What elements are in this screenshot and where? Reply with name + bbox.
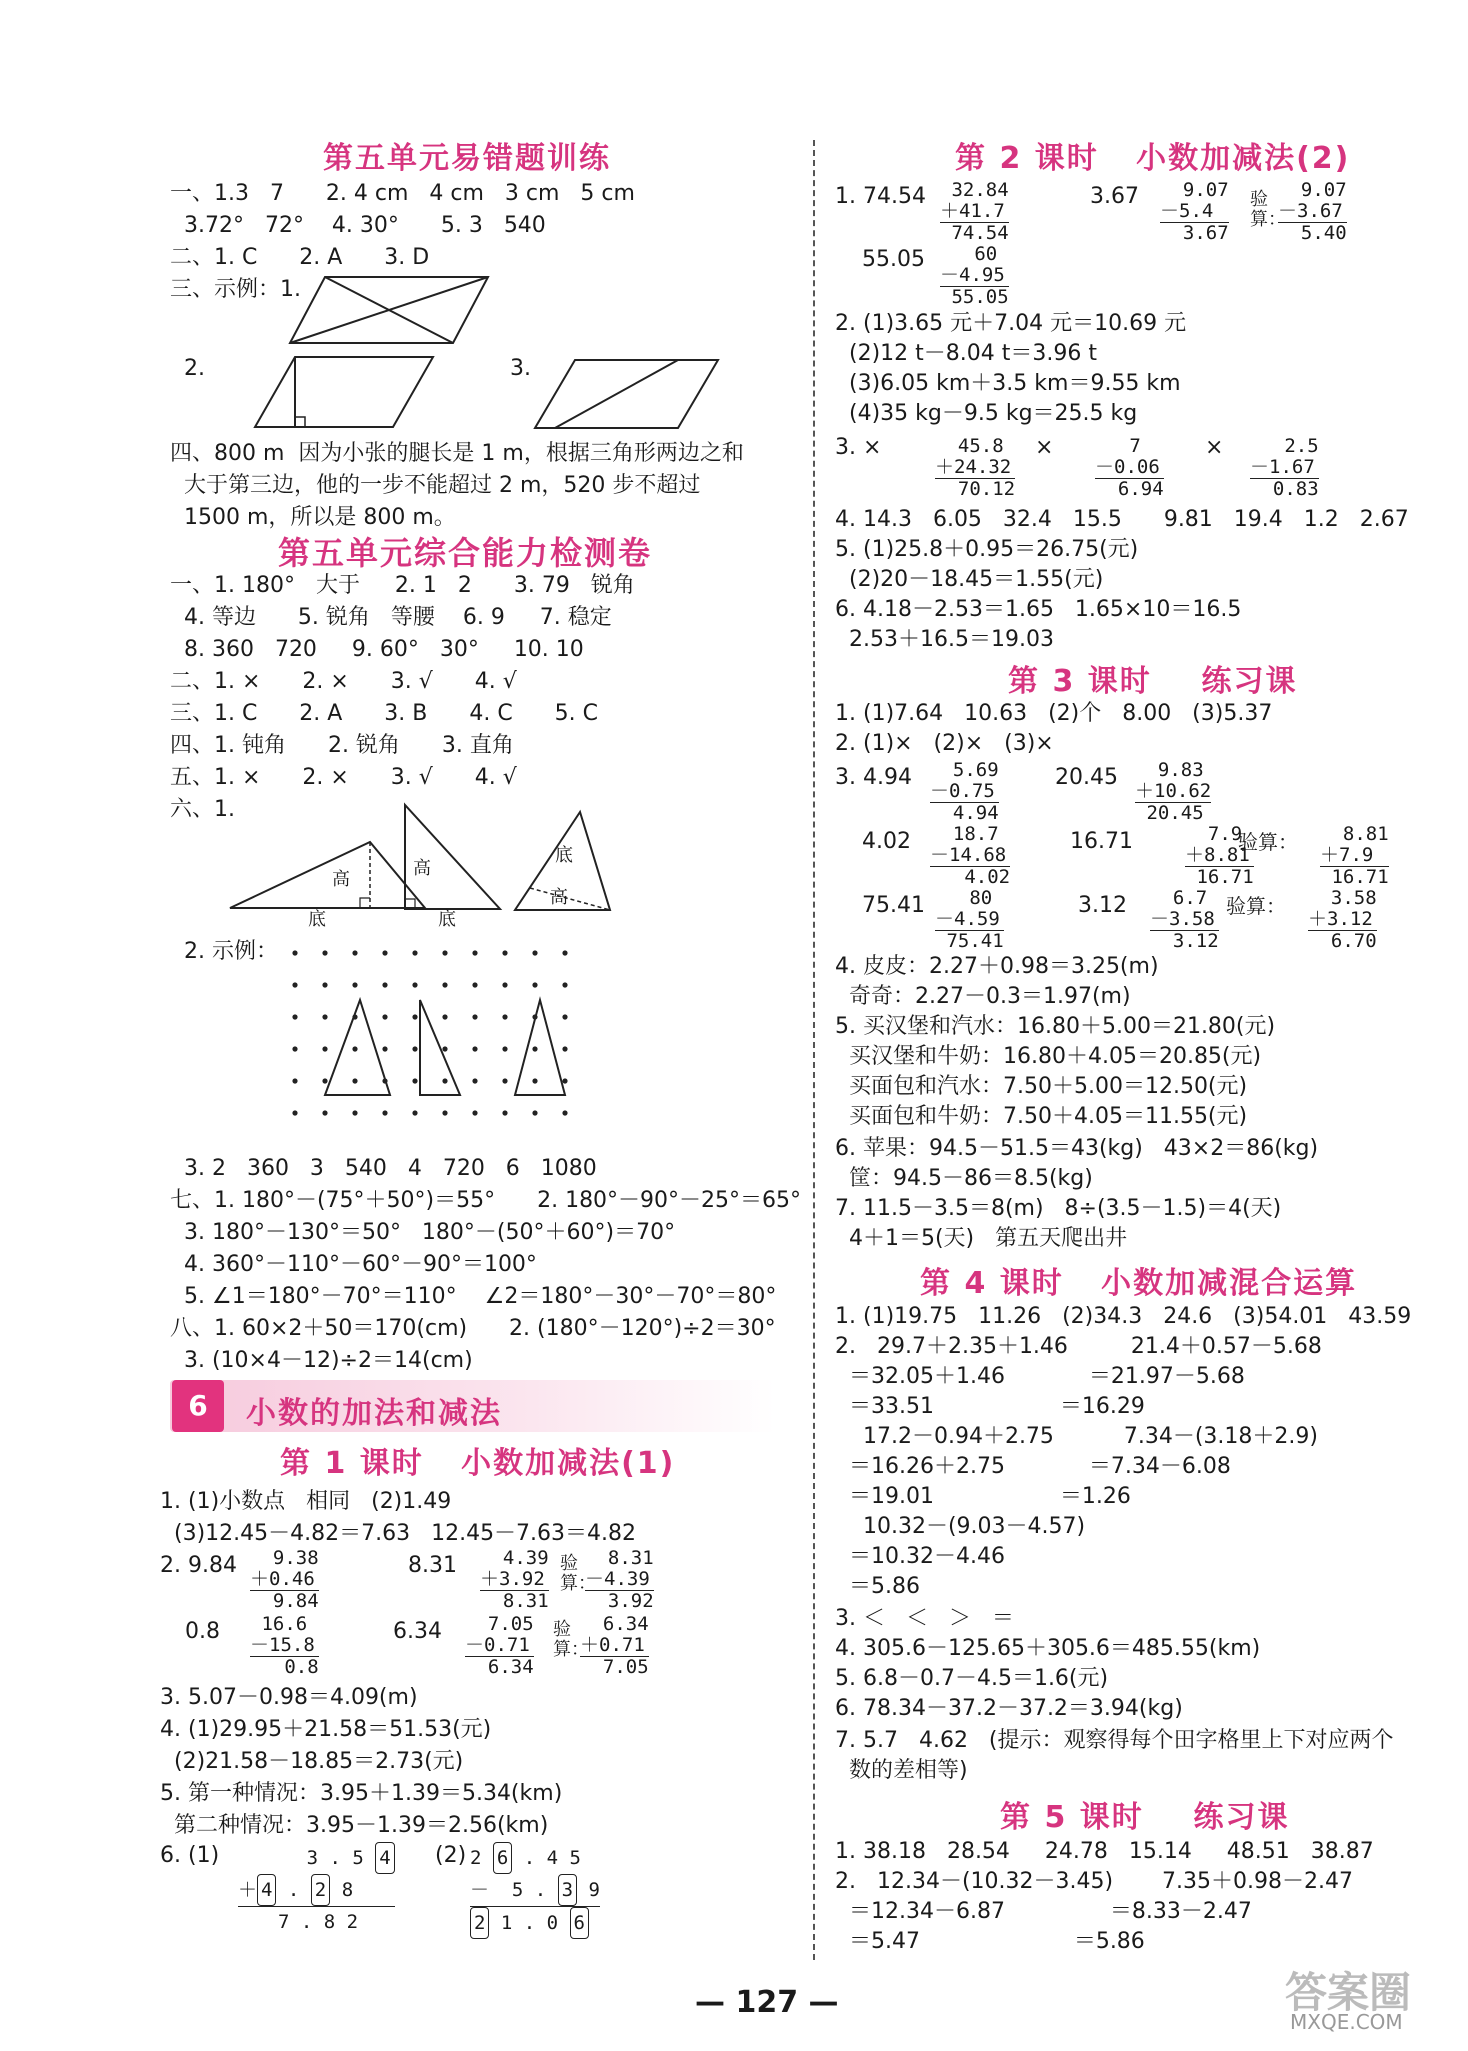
grid-dot	[292, 1046, 297, 1051]
answer-line: 一、1. 180° 大于 2. 1 2 3. 79 锐角	[170, 573, 635, 598]
height-label: 高	[332, 869, 350, 890]
digit-puzzle-1: 3 . 5 4 ＋ 4 . 2 8 7 . 8 2	[238, 1842, 395, 1937]
section-heading-r3: 第 4 课时 小数加减混合运算	[920, 1266, 1358, 1301]
answer-line: ＝5.86	[835, 1574, 920, 1599]
vertical-calc: 9.83 ＋10.62 20.45	[1135, 759, 1212, 824]
grid-dot	[442, 982, 447, 987]
answer-line: 一、1.3 7 2. 4 cm 4 cm 3 cm 5 cm	[170, 181, 635, 206]
parallelogram-diagonals-figure	[290, 275, 490, 345]
height-label: 高	[550, 887, 568, 908]
answer-line: 4.02	[862, 829, 911, 854]
grid-dot	[532, 1046, 537, 1051]
grid-dot	[562, 982, 567, 987]
answer-line: 6. 苹果：94.5－51.5＝43(kg) 43×2＝86(kg)	[835, 1136, 1319, 1161]
vertical-calc: 7 －0.06 6.94	[1095, 435, 1164, 500]
answer-line: 2. 12.34－(10.32－3.45) 7.35＋0.98－2.47	[835, 1869, 1353, 1894]
grid-dot	[382, 1046, 387, 1051]
vertical-calc: 60 －4.95 55.05	[940, 243, 1009, 308]
vertical-calc: 32.84 ＋41.7 74.54	[940, 179, 1009, 244]
answer-line: 2. 示例：	[170, 939, 278, 964]
vertical-calc: 6.34 ＋0.71 7.05	[580, 1613, 649, 1678]
grid-dot	[442, 1014, 447, 1019]
grid-dot	[292, 1110, 297, 1115]
answer-line: 四、1. 钝角 2. 锐角 3. 直角	[170, 733, 514, 758]
answer-line: 七、1. 180°－(75°＋50°)＝55° 2. 180°－90°－25°＝65°	[170, 1188, 802, 1213]
answer-line: (3)6.05 km＋3.5 km＝9.55 km	[835, 371, 1181, 396]
answer-line: ×	[1035, 435, 1054, 460]
vertical-calc: 45.8 ＋24.32 70.12	[935, 435, 1016, 500]
grid-dot	[562, 1046, 567, 1051]
watermark-url: MXQE.COM	[1290, 2010, 1403, 2034]
check-label: 验 算：	[553, 1619, 589, 1660]
answer-line: 2. (1)3.65 元＋7.04 元＝10.69 元	[835, 311, 1187, 336]
answer-line: 3. 4.94	[835, 765, 912, 790]
answer-line: 筐：94.5－86＝8.5(kg)	[835, 1166, 1093, 1191]
watermark-logo: 答案圈	[1285, 1968, 1412, 2017]
section-heading-2: 第五单元综合能力检测卷	[278, 534, 653, 572]
vertical-calc: 8.31 －4.39 3.92	[585, 1547, 654, 1612]
base-label: 底	[555, 845, 573, 866]
vertical-calc: 2.5 －1.67 0.83	[1250, 435, 1319, 500]
answer-line: 5. (1)25.8＋0.95＝26.75(元)	[835, 537, 1139, 562]
answer-line: 4＋1＝5(天) 第五天爬出井	[835, 1226, 1128, 1251]
answer-line: 3. 2 360 3 540 4 720 6 1080	[170, 1156, 597, 1181]
answer-line: 3. 180°－130°＝50° 180°－(50°＋60°)＝70°	[170, 1220, 676, 1245]
digit-puzzle-2: 2 6 . 4 5 － 5 . 3 9 2 1 . 0 6	[470, 1842, 600, 1939]
grid-dot	[502, 1110, 507, 1115]
answer-line: 1. 38.18 28.54 24.78 15.14 48.51 38.87	[835, 1839, 1374, 1864]
answer-line: 四、800 m 因为小张的腿长是 1 m，根据三角形两边之和	[170, 441, 744, 466]
grid-dot	[502, 1046, 507, 1051]
grid-dot	[532, 1110, 537, 1115]
grid-dot	[382, 950, 387, 955]
answer-line: 7. 11.5－3.5＝8(m) 8÷(3.5－1.5)＝4(天)	[835, 1196, 1282, 1221]
answer-line: (2)12 t－8.04 t＝3.96 t	[835, 341, 1097, 366]
answer-line: 4. 皮皮：2.27＋0.98＝3.25(m)	[835, 954, 1159, 979]
answer-line: 3. ＜ ＜ ＞ ＝	[835, 1606, 1014, 1631]
grid-dot	[382, 1110, 387, 1115]
check-label: 验算：	[1238, 830, 1298, 854]
grid-dot	[472, 950, 477, 955]
grid-dot	[322, 950, 327, 955]
answer-line: 2.	[170, 356, 205, 381]
answer-line: ＝19.01 ＝1.26	[835, 1484, 1131, 1509]
answer-line: 3.72° 72° 4. 30° 5. 3 540	[170, 213, 546, 238]
answer-line: (2)	[435, 1843, 467, 1868]
grid-dot	[532, 982, 537, 987]
answer-line: 买面包和牛奶：7.50＋4.05＝11.55(元)	[835, 1104, 1248, 1129]
grid-dot	[322, 1014, 327, 1019]
answer-line: ＝10.32－4.46	[835, 1544, 1005, 1569]
answer-line: 1. (1)7.64 10.63 (2)个 8.00 (3)5.37	[835, 701, 1273, 726]
vertical-calc: 16.6 －15.8 0.8	[250, 1613, 319, 1678]
vertical-calc: 7.9 ＋8.81 16.71	[1185, 823, 1254, 888]
vertical-calc: 5.69 －0.75 4.94	[930, 759, 999, 824]
answer-line: 7. 5.7 4.62 (提示：观察得每个田字格里上下对应两个	[835, 1728, 1394, 1753]
answer-line: 6. 78.34－37.2－37.2＝3.94(kg)	[835, 1696, 1183, 1721]
check-label: 验 算：	[1250, 189, 1286, 230]
answer-line: 4. (1)29.95＋21.58＝51.53(元)	[160, 1717, 492, 1742]
answer-line: 4. 等边 5. 锐角 等腰 6. 9 7. 稳定	[170, 605, 612, 630]
grid-dot	[472, 982, 477, 987]
answer-line: 五、1. × 2. × 3. √ 4. √	[170, 765, 517, 790]
grid-dot	[502, 1078, 507, 1083]
answer-line: ＝12.34－6.87 ＝8.33－2.47	[835, 1899, 1252, 1924]
obtuse-triangle-figure	[230, 840, 430, 930]
grid-dot	[532, 1078, 537, 1083]
grid-dot	[412, 982, 417, 987]
vertical-calc: 3.58 ＋3.12 6.70	[1308, 887, 1377, 952]
answer-line: ×	[1205, 435, 1224, 460]
vertical-calc: 9.38 ＋0.46 9.84	[250, 1547, 319, 1612]
grid-dot	[352, 1046, 357, 1051]
answer-line: 1. 74.54	[835, 184, 926, 209]
grid-dot	[292, 1014, 297, 1019]
grid-dot	[412, 950, 417, 955]
unit-title: 小数的加法和减法	[246, 1396, 502, 1431]
grid-dot	[472, 1078, 477, 1083]
answer-line: 6. (1)	[160, 1843, 220, 1868]
grid-dot	[472, 1014, 477, 1019]
answer-line: 三、示例：1.	[170, 277, 301, 302]
grid-dot	[292, 982, 297, 987]
section-heading-r1: 第 2 课时 小数加减法(2)	[955, 141, 1351, 176]
answer-line: 大于第三边，他的一步不能超过 2 m，520 步不超过	[170, 473, 701, 498]
answer-line: 3. ×	[835, 435, 882, 460]
answer-line: 2. (1)× (2)× (3)×	[835, 731, 1054, 756]
answer-line: 3.67	[1090, 184, 1139, 209]
grid-dot	[412, 1046, 417, 1051]
answer-line: 8. 360 720 9. 60° 30° 10. 10	[170, 637, 584, 662]
parallelogram-height-figure	[255, 355, 435, 430]
answer-line: 3. (10×4－12)÷2＝14(cm)	[170, 1348, 473, 1373]
grid-dot	[562, 1110, 567, 1115]
answer-line: 16.71	[1070, 829, 1133, 854]
answer-line: ＝5.47 ＝5.86	[835, 1929, 1145, 1954]
grid-dot	[472, 1046, 477, 1051]
answer-line: 10.32－(9.03－4.57)	[835, 1514, 1086, 1539]
answer-line: 3.	[510, 356, 531, 381]
answer-line: 买面包和汽水：7.50＋5.00＝12.50(元)	[835, 1074, 1248, 1099]
grid-dot	[502, 982, 507, 987]
section-heading-r4: 第 5 课时 练习课	[1000, 1800, 1290, 1835]
check-label: 验 算：	[560, 1553, 596, 1594]
height-label: 高	[413, 858, 431, 879]
grid-dot	[322, 982, 327, 987]
grid-dot	[382, 1014, 387, 1019]
answer-line: 2. 29.7＋2.35＋1.46 21.4＋0.57－5.68	[835, 1334, 1322, 1359]
grid-dot	[412, 1014, 417, 1019]
answer-line: ＝32.05＋1.46 ＝21.97－5.68	[835, 1364, 1245, 1389]
answer-line: 数的差相等)	[835, 1758, 968, 1783]
answer-line: 5. 第一种情况：3.95＋1.39＝5.34(km)	[160, 1781, 563, 1806]
answer-line: 17.2－0.94＋2.75 7.34－(3.18＋2.9)	[835, 1424, 1318, 1449]
grid-dot	[472, 1110, 477, 1115]
unit-number: 6	[172, 1380, 224, 1432]
section-heading-1: 第五单元易错题训练	[323, 141, 611, 176]
grid-dot	[292, 1078, 297, 1083]
grid-dot	[442, 950, 447, 955]
grid-dot	[322, 1046, 327, 1051]
answer-line: 5. 6.8－0.7－4.5＝1.6(元)	[835, 1666, 1109, 1691]
answer-line: 5. 买汉堡和汽水：16.80＋5.00＝21.80(元)	[835, 1014, 1276, 1039]
answer-line: (3)12.45－4.82＝7.63 12.45－7.63＝4.82	[160, 1521, 637, 1546]
vertical-calc: 4.39 ＋3.92 8.31	[480, 1547, 549, 1612]
answer-line: 八、1. 60×2＋50＝170(cm) 2. (180°－120°)÷2＝30°	[170, 1316, 776, 1341]
answer-line: 3. 5.07－0.98＝4.09(m)	[160, 1685, 418, 1710]
vertical-calc: 9.07 －3.67 5.40	[1278, 179, 1347, 244]
answer-line: 0.8	[185, 1619, 220, 1644]
answer-line: (4)35 kg－9.5 kg＝25.5 kg	[835, 401, 1138, 426]
answer-line: 4. 14.3 6.05 32.4 15.5 9.81 19.4 1.2 2.67	[835, 507, 1409, 532]
answer-line: 第二种情况：3.95－1.39＝2.56(km)	[160, 1813, 549, 1838]
answer-line: 2. 9.84	[160, 1553, 237, 1578]
answer-line: 4. 305.6－125.65＋305.6＝485.55(km)	[835, 1636, 1261, 1661]
grid-dot	[292, 950, 297, 955]
answer-line: 奇奇：2.27－0.3＝1.97(m)	[835, 984, 1131, 1009]
grid-dot	[502, 1014, 507, 1019]
section-heading-r2: 第 3 课时 练习课	[1008, 664, 1298, 699]
grid-dot	[562, 950, 567, 955]
grid-dot	[352, 1078, 357, 1083]
grid-dot	[322, 1110, 327, 1115]
grid-dot	[322, 1078, 327, 1083]
vertical-calc: 6.7 －3.58 3.12	[1150, 887, 1219, 952]
grid-dot	[382, 982, 387, 987]
check-label: 验算：	[1226, 894, 1286, 918]
grid-dot	[442, 1078, 447, 1083]
answer-line: 买汉堡和牛奶：16.80＋4.05＝20.85(元)	[835, 1044, 1262, 1069]
grid-dot	[442, 1046, 447, 1051]
grid-dot	[442, 1110, 447, 1115]
grid-dot	[562, 1014, 567, 1019]
answer-line: 2.53＋16.5＝19.03	[835, 627, 1054, 652]
base-label: 底	[308, 909, 326, 930]
vertical-calc: 9.07 －5.4 3.67	[1160, 179, 1229, 244]
answer-line: 1500 m，所以是 800 m。	[170, 505, 456, 530]
answer-line: 6.34	[393, 1619, 442, 1644]
answer-line: 六、1.	[170, 797, 235, 822]
answer-line: 三、1. C 2. A 3. B 4. C 5. C	[170, 701, 598, 726]
page-number: — 127 —	[695, 1985, 839, 2020]
vertical-calc: 8.81 ＋7.9 16.71	[1320, 823, 1389, 888]
answer-line: 75.41	[862, 893, 925, 918]
answer-line: 8.31	[408, 1553, 457, 1578]
answer-line: ＝16.26＋2.75 ＝7.34－6.08	[835, 1454, 1231, 1479]
grid-dot	[352, 1110, 357, 1115]
parallelogram-split-figure	[535, 358, 720, 430]
grid-dot	[352, 950, 357, 955]
answer-line: 6. 4.18－2.53＝1.65 1.65×10＝16.5	[835, 597, 1242, 622]
section-heading-3: 第 1 课时 小数加减法(1)	[280, 1446, 676, 1481]
vertical-calc: 80 －4.59 75.41	[935, 887, 1004, 952]
dot-grid-figure	[290, 945, 600, 1135]
answer-line: (2)21.58－18.85＝2.73(元)	[160, 1749, 464, 1774]
answer-line: 1. (1)小数点 相同 (2)1.49	[160, 1489, 452, 1514]
answer-line: 5. ∠1＝180°－70°＝110° ∠2＝180°－30°－70°＝80°	[170, 1284, 777, 1309]
answer-line: 3.12	[1078, 893, 1127, 918]
answer-line: ＝33.51 ＝16.29	[835, 1394, 1145, 1419]
grid-dot	[352, 982, 357, 987]
grid-dot	[562, 1078, 567, 1083]
answer-line: 55.05	[862, 247, 925, 272]
grid-dot	[412, 1078, 417, 1083]
grid-dot	[412, 1110, 417, 1115]
answer-line: 4. 360°－110°－60°－90°＝100°	[170, 1252, 537, 1277]
column-divider	[813, 140, 815, 1960]
vertical-calc: 7.05 －0.71 6.34	[465, 1613, 534, 1678]
grid-dot	[532, 950, 537, 955]
grid-dot	[502, 950, 507, 955]
vertical-calc: 18.7 －14.68 4.02	[930, 823, 1011, 888]
answer-line: 1. (1)19.75 11.26 (2)34.3 24.6 (3)54.01 43.59	[835, 1304, 1412, 1329]
base-label: 底	[438, 909, 456, 930]
answer-line: 二、1. C 2. A 3. D	[170, 245, 430, 270]
answer-line: 二、1. × 2. × 3. √ 4. √	[170, 669, 517, 694]
answer-line: (2)20－18.45＝1.55(元)	[835, 567, 1104, 592]
answer-line: 20.45	[1055, 765, 1118, 790]
